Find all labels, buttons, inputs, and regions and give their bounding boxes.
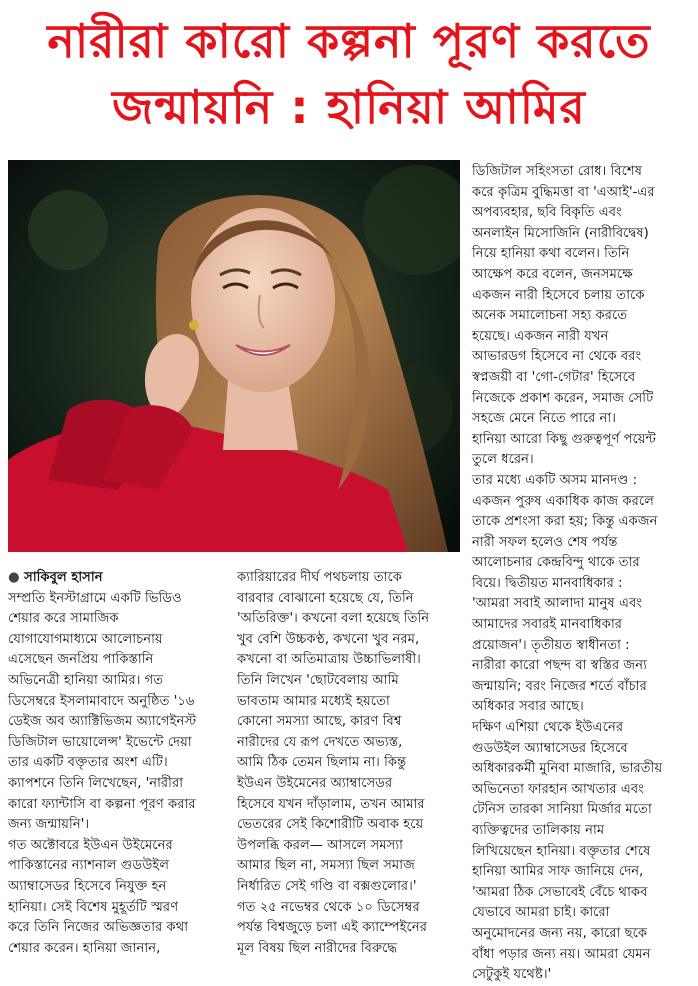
text-line: অভিনেতা ফারহান আখতার এবং	[472, 781, 644, 797]
text-line: 'আমরা সবাই আলাদা মানুষ এবং	[472, 596, 643, 612]
text-line: তাকে প্রশংসা করা হয়; কিন্তু একজন	[472, 514, 658, 530]
text-line: হানিয়া আরো কিছু গুরুত্বপূর্ণ পয়েন্ট	[472, 431, 657, 447]
text-line: প্রয়োজন'। তৃতীয়ত স্বাধীনতা :	[472, 637, 630, 653]
text-line: নারীদের যে রূপ দেখতে অভ্যস্ত,	[237, 734, 403, 750]
text-line: গত অক্টোবরে ইউএন উইমেনের	[8, 837, 173, 853]
text-line: কখনো বা অতিমাত্রায় উচ্চাভিলাষী।	[237, 652, 421, 668]
text-line: নারী সফল হলেও শেষ পর্যন্ত	[472, 534, 618, 550]
text-line: দক্ষিণ এশিয়া থেকে ইউএনের	[472, 720, 624, 736]
text-line: অ্যাম্বাসেডর হিসেবে নিযুক্ত হন	[8, 878, 167, 894]
text-line: ক্যারিয়ারের দীর্ঘ পথচলায় তাকে	[237, 570, 402, 585]
text-line: অধিকারকর্মী মুনিবা মাজারি, ভারতীয়	[472, 761, 663, 777]
headline-line-2: জন্মায়নি : হানিয়া আমির	[112, 80, 586, 134]
text-line: শেয়ার করেন। হানিয়া জানান,	[8, 940, 161, 956]
text-line: উপলব্ধি করল— আসলে সমস্যা	[237, 837, 403, 853]
text-line: ভেতরের সেই কিশোরীটি অবাক হয়ে	[237, 817, 424, 833]
text-line: বিয়ে। দ্বিতীয়ত মানবাধিকার :	[472, 575, 623, 591]
text-line: অনুমোদনের জন্য নয়, কারো ছকে	[472, 925, 648, 941]
text-line: গুডউইল অ্যাম্বাসেডর হিসেবে	[472, 740, 628, 756]
text-line: জন্মায়নি; বরং নিজের শর্তে বাঁচার	[472, 678, 647, 694]
text-line: সহজে মেনে নিতে পারে না।	[472, 411, 616, 427]
text-line: কারো ফ্যান্টাসি বা কল্পনা পূরণ করার	[8, 796, 196, 812]
text-line: সম্প্রতি ইনস্টাগ্রামে একটি ভিডিও	[8, 590, 182, 606]
text-line: অভিনেত্রী হানিয়া আমির। গত	[8, 672, 164, 688]
text-line: তার একটি বক্তৃতার অংশ এটি।	[8, 755, 168, 771]
article-column-3	[472, 162, 692, 986]
text-line: 'অতিরিক্ত'। কখনো বলা হয়েছে তিনি	[237, 611, 430, 627]
text-line: নিজেকে প্রকাশ করেন, সমাজ সেটি	[472, 390, 654, 406]
text-line: আভারডগ হিসেবে না থেকে বরং	[472, 349, 642, 365]
text-line: অনলাইন মিসোজিনি (নারীবিদ্বেষ)	[472, 225, 649, 241]
text-line: হানিয়া আমির সাফ জানিয়ে দেন,	[472, 864, 644, 880]
text-line: শেয়ার করে সামাজিক	[8, 611, 119, 627]
text-line: ইউএন উইমেনের অ্যাম্বাসেডর	[237, 775, 393, 791]
text-line: আমার ছিল না, সমস্যা ছিল সমাজ	[237, 858, 415, 874]
text-line: নিয়ে হানিয়া কথা বলেন। তিনি	[472, 246, 630, 262]
text-line: 'আমরা ঠিক সেভাবেই বেঁচে থাকব	[472, 884, 648, 900]
text-line: করে কৃত্রিম বুদ্ধিমত্তা বা 'এআই'-এর	[472, 184, 655, 200]
headline-line-1: নারীরা কারো কল্পনা পূরণ করতে	[47, 14, 651, 68]
text-line: তার মধ্যে একটি অসম মানদণ্ড :	[472, 472, 638, 488]
text-line: বারবার বোঝানো হয়েছে যে, তিনি	[237, 590, 414, 606]
text-line: হয়েছে। একজন নারী যখন	[472, 328, 609, 344]
text-line: স্বপ্নজয়ী বা 'গো-গেটার' হিসেবে	[472, 369, 636, 385]
text-line: নারীরা কারো পছন্দ বা স্বস্তির জন্য	[472, 658, 647, 674]
text-line: তুলে ধরেন।	[472, 452, 534, 468]
text-line: খুব বেশি উচ্চকণ্ঠ, কখনো খুব নরম,	[237, 631, 420, 647]
text-line: সেটুকুই যথেষ্ট।'	[472, 967, 552, 983]
byline-name: সাকিবুল হাসান	[24, 570, 103, 585]
text-line: ভাবতাম আমার মধ্যেই হয়তো	[237, 693, 390, 709]
text-line: আক্ষেপ করে বলেন, জনসমক্ষে	[472, 266, 633, 282]
text-line: তিনি লিখেন 'ছোটবেলায় আমি	[237, 672, 399, 688]
text-line: অধিকার সবার আছে।	[472, 699, 584, 715]
article-column-1	[8, 568, 224, 959]
text-line: ডিসেম্বরে ইসলামাবাদে অনুষ্ঠিত '১৬	[8, 693, 195, 709]
text-line: করে তিনি নিজের অভিজ্ঞতার কথা	[8, 920, 189, 936]
text-line: নির্ধারিত সেই গণ্ডি বা বক্সগুলোর।'	[237, 878, 417, 894]
text-line: টেনিস তারকা সানিয়া মির্জার মতো	[472, 802, 652, 818]
text-line: আমাদের সবারই মানবাধিকার	[472, 617, 623, 633]
text-line: ডিজিটাল ভায়োলেন্স' ইভেন্টে দেয়া	[8, 734, 192, 750]
text-line: যোগাযোগমাধ্যমে আলোচনায়	[8, 631, 163, 647]
text-line: ডেইজ অব অ্যাক্টিভিজম অ্যাগেইনস্ট	[8, 714, 197, 730]
text-line: গত ২৫ নভেম্বর থেকে ১০ ডিসেম্বর	[237, 899, 420, 915]
text-line: হানিয়া। সেই বিশেষ মুহূর্তটি স্মরণ	[8, 899, 179, 915]
portrait-illustration	[8, 160, 460, 552]
text-line: পাকিস্তানের ন্যাশনাল গুডউইল	[8, 858, 170, 874]
text-line: আমি ঠিক তেমন ছিলাম না। কিন্তু	[237, 755, 407, 771]
text-line: ডিজিটাল সহিংসতা রোধ। বিশেষ	[472, 164, 643, 179]
text-line: আলোচনার কেন্দ্রবিন্দু থাকে তার	[472, 555, 640, 571]
text-line: জন্য জন্মায়নি'।	[8, 817, 90, 833]
text-line: ক্যাপশনে তিনি লিখেছেন, 'নারীরা	[8, 775, 184, 791]
headline	[0, 8, 698, 140]
article-photo	[8, 160, 460, 552]
text-line: অপব্যবহার, ছবি বিকৃতি এবং	[472, 205, 622, 221]
text-line: কোনো সমস্যা আছে, কারণ বিশ্ব	[237, 714, 402, 730]
text-line: হিসেবে যখন দাঁড়ালাম, তখন আমার	[237, 796, 425, 812]
byline	[8, 568, 224, 589]
text-line: অনেক সমালোচনা সহ্য করতে	[472, 308, 628, 324]
text-line: পর্যন্ত বিশ্বজুড়ে চলা এই ক্যাম্পেইনের	[237, 920, 427, 936]
text-line: একজন নারী হিসেবে চলায় তাকে	[472, 287, 645, 303]
text-line: একজন পুরুষ একাধিক কাজ করলে	[472, 493, 654, 509]
text-line: যেভাবে আমরা চাই। কারো	[472, 905, 610, 921]
text-line: ব্যক্তিত্বদের তালিকায় নাম	[472, 823, 605, 838]
text-line: লিখিয়েছেন হানিয়া। বক্তৃতার শেষে	[472, 843, 651, 859]
article-column-2	[237, 568, 459, 959]
text-line: মূল বিষয় ছিল নারীদের বিরুদ্ধে	[237, 940, 398, 956]
text-line: এসেছেন জনপ্রিয় পাকিস্তানি	[8, 652, 154, 668]
bullet-icon: ●	[8, 570, 25, 585]
text-line: বাঁধা পড়ার জন্য নয়। আমরা যেমন	[472, 946, 651, 962]
